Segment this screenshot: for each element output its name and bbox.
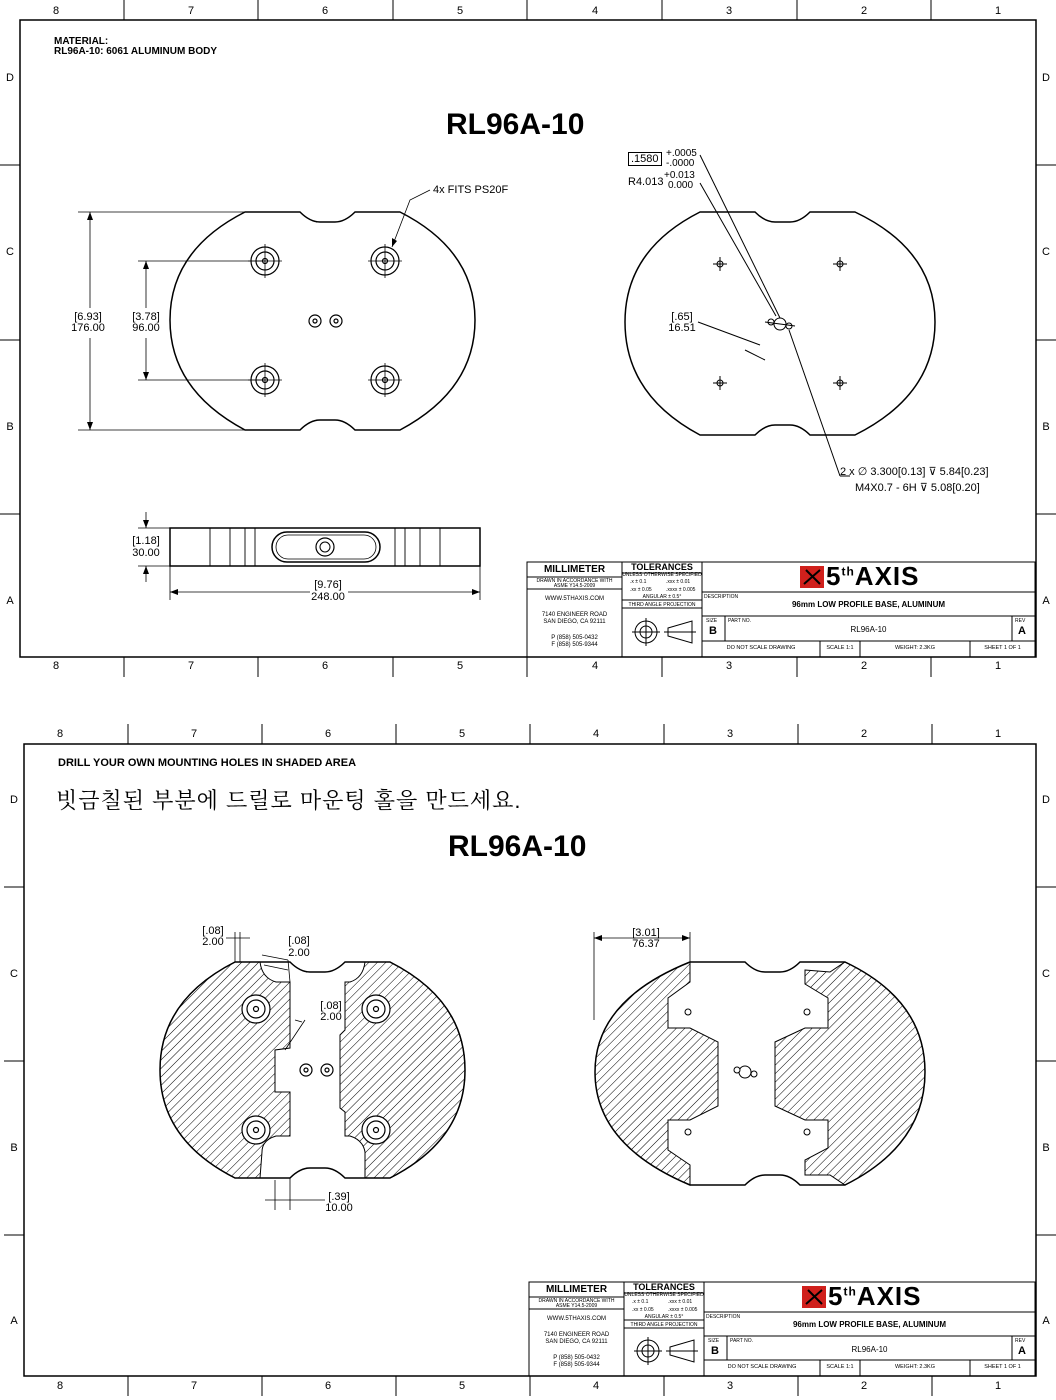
logo-axis-2: AXIS — [856, 1281, 922, 1311]
zone2-row-a: A — [10, 1315, 18, 1327]
dim-width-in: [9.76] — [314, 579, 342, 591]
drawn-note-2-2: ASME Y14.5-2009 — [555, 1303, 598, 1309]
radius-tolerance: R4.013 — [628, 176, 664, 188]
tol-xxxx: .xxxx ± 0.005 — [666, 587, 696, 593]
dim-c-mm: 2.00 — [320, 1011, 342, 1023]
size-label-2: SIZE — [708, 1338, 720, 1344]
radius-tol-minus: 0.000 — [668, 180, 694, 191]
zone2-col-1: 1 — [994, 728, 1002, 740]
dim-d-in: [.39] — [328, 1191, 350, 1203]
unless-specified-2: UNLESS OTHERWISE SPECIFIED — [624, 1292, 704, 1298]
size-label: SIZE — [706, 618, 718, 624]
projection-label-2: THIRD ANGLE PROJECTION — [630, 1322, 698, 1328]
base-side-view — [170, 528, 480, 566]
unless-specified: UNLESS OTHERWISE SPECIFIED — [622, 572, 702, 578]
zone2-col-5-bottom: 5 — [458, 1380, 466, 1392]
size-value: B — [709, 625, 717, 637]
rev-value-2: A — [1018, 1345, 1026, 1357]
zone-col-7: 7 — [187, 5, 195, 17]
dim-a-mm: 2.00 — [202, 936, 224, 948]
drill-note-korean: 빗금칠된 부분에 드릴로 마운팅 홀을 만드세요. — [56, 788, 522, 813]
fax-2: F (858) 505-9344 — [553, 1362, 600, 1368]
zone2-col-2: 2 — [860, 728, 868, 740]
zone2-col-4: 4 — [592, 728, 600, 740]
dim-height-in: [6.93] — [74, 311, 102, 323]
tol-xxx-2: .xxx ± 0.01 — [668, 1299, 693, 1305]
dim-thick-in: [1.18] — [132, 535, 160, 547]
zone2-col-8-bottom: 8 — [56, 1380, 64, 1392]
zone2-row-c: C — [10, 968, 18, 980]
website: WWW.5THAXIS.COM — [545, 596, 604, 602]
description-label-2: DESCRIPTION — [706, 1314, 741, 1320]
zone2-col-8: 8 — [56, 728, 64, 740]
material-label: MATERIAL: — [54, 36, 109, 47]
zone-col-3-bottom: 3 — [725, 660, 733, 672]
address-1-2: 7140 ENGINEER ROAD — [543, 1332, 610, 1338]
partno-label-2: PART NO. — [730, 1338, 754, 1344]
mounting-hole-group — [251, 247, 399, 394]
hole-note-1: 2 x ∅ 3.300[0.13] ⊽ 5.84[0.23] — [840, 466, 989, 478]
logo-five: 5 — [826, 561, 842, 591]
description: 96mm LOW PROFILE BASE, ALUMINUM — [791, 600, 946, 609]
zone-col-4: 4 — [591, 5, 599, 17]
rev-value: A — [1018, 625, 1026, 637]
units-label-2: MILLIMETER — [545, 1284, 608, 1295]
logo-th: th — [841, 564, 855, 579]
zone2-row-d: D — [10, 794, 18, 806]
part-title-2: RL96A-10 — [448, 830, 587, 863]
drill-note: DRILL YOUR OWN MOUNTING HOLES IN SHADED AREA — [58, 757, 357, 769]
zone2-row-b-right: B — [1042, 1142, 1050, 1154]
drawing-sheet-2 — [0, 720, 1056, 1400]
phone-2: P (858) 505-0432 — [553, 1355, 600, 1361]
weight: WEIGHT: 2.3KG — [894, 645, 936, 651]
zone2-col-4-bottom: 4 — [592, 1380, 600, 1392]
zone-col-5-bottom: 5 — [456, 660, 464, 672]
zone-col-8-bottom: 8 — [52, 660, 60, 672]
logo-five-2: 5 — [828, 1281, 844, 1311]
description-2: 96mm LOW PROFILE BASE, ALUMINUM — [792, 1320, 947, 1329]
logo-axis: AXIS — [854, 561, 920, 591]
tol-xx-2: .xx ± 0.05 — [632, 1307, 654, 1313]
zone-col-2-bottom: 2 — [860, 660, 868, 672]
dim-e-in: [3.01] — [632, 927, 660, 939]
zone2-row-a-right: A — [1042, 1315, 1050, 1327]
dim-e-mm: 76.37 — [632, 938, 660, 950]
angular-tol-2: ANGULAR ± 0.5° — [644, 1314, 684, 1320]
shaded-area-left-2 — [595, 962, 718, 1185]
zone-row-a: A — [6, 595, 14, 607]
description-label: DESCRIPTION — [704, 594, 739, 600]
zone-row-d-right: D — [1042, 72, 1050, 84]
do-not-scale: DO NOT SCALE DRAWING — [726, 645, 796, 651]
zone2-row-b: B — [10, 1142, 18, 1154]
shaded-area-left — [160, 962, 290, 1178]
zone-col-3: 3 — [725, 5, 733, 17]
zone-col-4-bottom: 4 — [591, 660, 599, 672]
dim-a-in: [.08] — [202, 925, 224, 937]
dim-offset-in: [.65] — [671, 311, 693, 323]
radius-tol-plus: +0.013 — [664, 170, 695, 181]
tol-x-2: .x ± 0.1 — [632, 1299, 649, 1305]
zone-col-1: 1 — [994, 5, 1002, 17]
zone-col-6-bottom: 6 — [321, 660, 329, 672]
zone2-col-3: 3 — [726, 728, 734, 740]
zone-row-b: B — [6, 421, 14, 433]
partno-value: RL96A-10 — [850, 625, 887, 634]
drawn-note-2: ASME Y14.5-2009 — [553, 583, 596, 589]
drawn-note-1: DRAWN IN ACCORDANCE WITH — [536, 578, 613, 584]
address-2: SAN DIEGO, CA 92111 — [543, 619, 606, 625]
rev-label: REV — [1015, 618, 1026, 624]
zone2-col-3-bottom: 3 — [726, 1380, 734, 1392]
phone: P (858) 505-0432 — [551, 635, 598, 641]
dim-height-mm: 176.00 — [71, 322, 105, 334]
projection-label: THIRD ANGLE PROJECTION — [628, 602, 696, 608]
sheet-number: SHEET 1 OF 1 — [984, 645, 1021, 651]
fits-callout: 4x FITS PS20F — [433, 184, 509, 196]
zone-col-2: 2 — [860, 5, 868, 17]
base-top-view — [170, 212, 475, 430]
material-value: RL96A-10: 6061 ALUMINUM BODY — [54, 46, 217, 57]
partno-value-2: RL96A-10 — [851, 1345, 888, 1354]
dim-d-mm: 10.00 — [325, 1202, 353, 1214]
dim-b-in: [.08] — [288, 935, 310, 947]
partno-label: PART NO. — [728, 618, 752, 624]
shaded-area-right-2 — [775, 962, 925, 1185]
zone2-row-c-right: C — [1042, 968, 1050, 980]
sheet-number-2: SHEET 1 OF 1 — [984, 1364, 1021, 1370]
shaded-area-right — [340, 962, 465, 1178]
drawing-sheet-1 — [0, 0, 1056, 680]
tolerances-label: TOLERANCES — [631, 562, 693, 572]
units-label: MILLIMETER — [543, 564, 606, 575]
dim-offset-mm: 16.51 — [668, 322, 696, 334]
zone2-row-d-right: D — [1042, 794, 1050, 806]
size-value-2: B — [711, 1345, 719, 1357]
hole-note-2: M4X0.7 - 6H ⊽ 5.08[0.20] — [855, 482, 980, 494]
tol-x: .x ± 0.1 — [630, 579, 647, 585]
tol-xxxx-2: .xxxx ± 0.005 — [668, 1307, 698, 1313]
zone2-col-7-bottom: 7 — [190, 1380, 198, 1392]
zone2-col-7: 7 — [190, 728, 198, 740]
dim-thick-mm: 30.00 — [132, 547, 160, 559]
logo-th-2: th — [843, 1284, 857, 1299]
zone-col-5: 5 — [456, 5, 464, 17]
tol-xx: .xx ± 0.05 — [630, 587, 652, 593]
zone2-col-6: 6 — [324, 728, 332, 740]
zone2-col-5: 5 — [458, 728, 466, 740]
bore-tolerance: .1580 — [628, 152, 662, 166]
drawn-note-1-2: DRAWN IN ACCORDANCE WITH — [538, 1298, 615, 1304]
rev-label-2: REV — [1015, 1338, 1026, 1344]
zone-row-d: D — [6, 72, 14, 84]
dim-c-in: [.08] — [320, 1000, 342, 1012]
zone-col-7-bottom: 7 — [187, 660, 195, 672]
logo-text-2 — [828, 1281, 921, 1312]
do-not-scale-2: DO NOT SCALE DRAWING — [727, 1364, 797, 1370]
bore-tol-plus: +.0005 — [666, 148, 697, 159]
website-2: WWW.5THAXIS.COM — [547, 1316, 606, 1322]
scale-2: SCALE 1:1 — [826, 1364, 854, 1370]
zone2-col-6-bottom: 6 — [324, 1380, 332, 1392]
address-2-2: SAN DIEGO, CA 92111 — [545, 1339, 608, 1345]
zone2-col-1-bottom: 1 — [994, 1380, 1002, 1392]
zone-col-6: 6 — [321, 5, 329, 17]
dim-holes-mm: 96.00 — [132, 322, 160, 334]
zone-row-a-right: A — [1042, 595, 1050, 607]
dim-holes-in: [3.78] — [132, 311, 160, 323]
zone2-col-2-bottom: 2 — [860, 1380, 868, 1392]
address-1: 7140 ENGINEER ROAD — [541, 612, 608, 618]
part-title: RL96A-10 — [446, 108, 585, 141]
zone-col-8: 8 — [52, 5, 60, 17]
zone-col-1-bottom: 1 — [994, 660, 1002, 672]
angular-tol: ANGULAR ± 0.5° — [642, 594, 682, 600]
bore-tol-minus: -.0000 — [666, 158, 695, 169]
tol-xxx: .xxx ± 0.01 — [666, 579, 691, 585]
dim-b-mm: 2.00 — [288, 947, 310, 959]
scale: SCALE 1:1 — [826, 645, 854, 651]
zone-row-c: C — [6, 246, 14, 258]
tolerances-label-2: TOLERANCES — [633, 1282, 695, 1292]
zone-row-b-right: B — [1042, 421, 1050, 433]
zone-row-c-right: C — [1042, 246, 1050, 258]
dim-width-mm: 248.00 — [311, 591, 345, 603]
fax: F (858) 505-9344 — [551, 642, 598, 648]
logo-text — [826, 561, 919, 592]
weight-2: WEIGHT: 2.3KG — [894, 1364, 936, 1370]
